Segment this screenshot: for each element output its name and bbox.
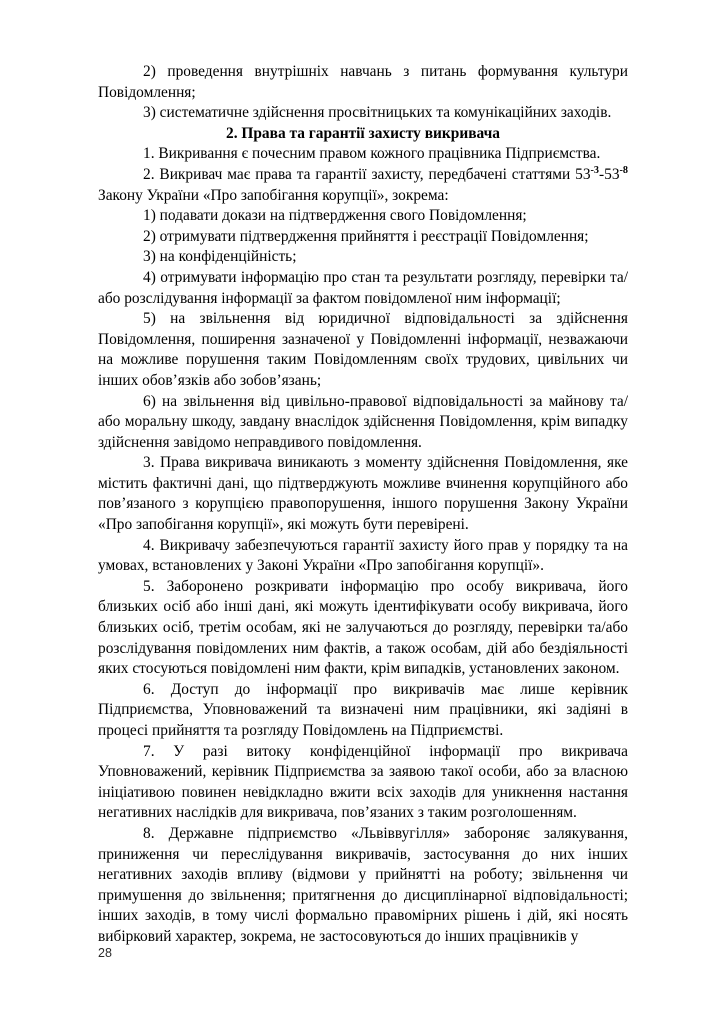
paragraph-right-5: 5) на звільнення від юридичної відповідальності за здійснення Повідомлення, поширення зазначеної у Повідомленні інформації, незважаючи на можливе порушення таким Повідомленням своїх трудових, цивільних чи інших обов’язків або зобов’язань; <box>98 310 628 389</box>
paragraph-right-4: 4) отримувати інформацію про стан та результати розгляду, перевірки та/або розслідування інформації за фактом повідомленої ним інформації; <box>98 268 628 307</box>
paragraph-clause-6: 6. Доступ до інформації про викривачів має лише керівник Підприємства, Уповноважений та визначені ним працівники, які задіяні в процесі прийняття та розгляду Повідомлень на Підприємстві. <box>98 680 628 739</box>
page-content <box>98 62 628 948</box>
paragraph-clause-3: 3. Права викривача виникають з моменту здійснення Повідомлення, яке містить фактичні дані, що підтверджують можливе вчинення корупційного або пов’язаного з корупцією правопорушення, іншого порушення Закону України «Про запобігання корупції», які можуть бути перевірені. <box>98 454 628 534</box>
paragraph-clause-5: 5. Заборонено розкривати інформацію про особу викривача, його близьких осіб або інші дані, які можуть ідентифікувати особу викривача, його близьких осіб, третім особам, які не залучаються до розгляду, перевірки та/або розслідування повідомлених ним фактів, а також особам, дій або бездіяльності яких стосуються повідомлені ним факти, крім випадків, установлених законом. <box>98 577 628 678</box>
paragraph-clause-1: 1. Викривання є почесним правом кожного працівника Підприємства. <box>143 145 601 163</box>
paragraph-right-2: 2) отримувати підтвердження прийняття і реєстрації Повідомлення; <box>143 227 589 245</box>
paragraph-clause-8: 8. Державне підприємство «Львіввугілля» забороняє залякування, приниження чи переслідування викривачів, застосування до них інших негативних заходів впливу (відмови у прийнятті на роботу; звільнення чи примушення до звільнення; притягнення до дисциплінарної відповідальності; інших заходів, в тому числі формально правомірних рішень і дій, які носять вибірковий характер, зокрема, не застосовуються до інших працівників у <box>98 824 628 945</box>
clause-2-superscript-1: -3 <box>590 164 599 176</box>
clause-2-text-a: 2. Викривач має права та гарантії захисту, передбачені статтями 53 <box>143 165 591 183</box>
clause-2-superscript-2: -8 <box>619 164 628 176</box>
paragraph-clause-7: 7. У разі витоку конфіденційної інформації про викривача Уповноважений, керівник Підприємства за заявою такої особи, або за власною ініціативою повинен невідкладно вжити всіх заходів для уникнення настання негативних наслідків для викривача, пов’язаних з таким розголошенням. <box>98 742 628 822</box>
page-number: 28 <box>98 946 112 960</box>
paragraph-right-6: 6) на звільнення від цивільно-правової відповідальності за майнову та/або моральну шкоду, завдану внаслідок здійснення Повідомлення, крім випадку здійснення завідомо неправдивого повідомлення. <box>98 392 628 451</box>
paragraph-right-1: 1) подавати докази на підтвердження свого Повідомлення; <box>143 207 527 225</box>
section-heading: 2. Права та гарантії захисту викривача <box>226 124 500 142</box>
clause-2-text-b: -53 <box>599 165 620 183</box>
paragraph-item-3-measures: 3) систематичне здійснення просвітницьких та комунікаційних заходів. <box>143 104 612 122</box>
clause-2-text-c: Закону України «Про запобігання корупції», зокрема: <box>98 186 449 204</box>
paragraph-item-2-measures: 2) проведення внутрішніх навчань з питань формування культури Повідомлення; <box>98 63 628 101</box>
paragraph-clause-2 <box>98 165 628 206</box>
paragraph-right-3: 3) на конфіденційність; <box>143 248 297 266</box>
paragraph-clause-4: 4. Викривачу забезпечуються гарантії захисту його прав у порядку та на умовах, встановлених у Законі України «Про запобігання корупції». <box>98 536 628 575</box>
